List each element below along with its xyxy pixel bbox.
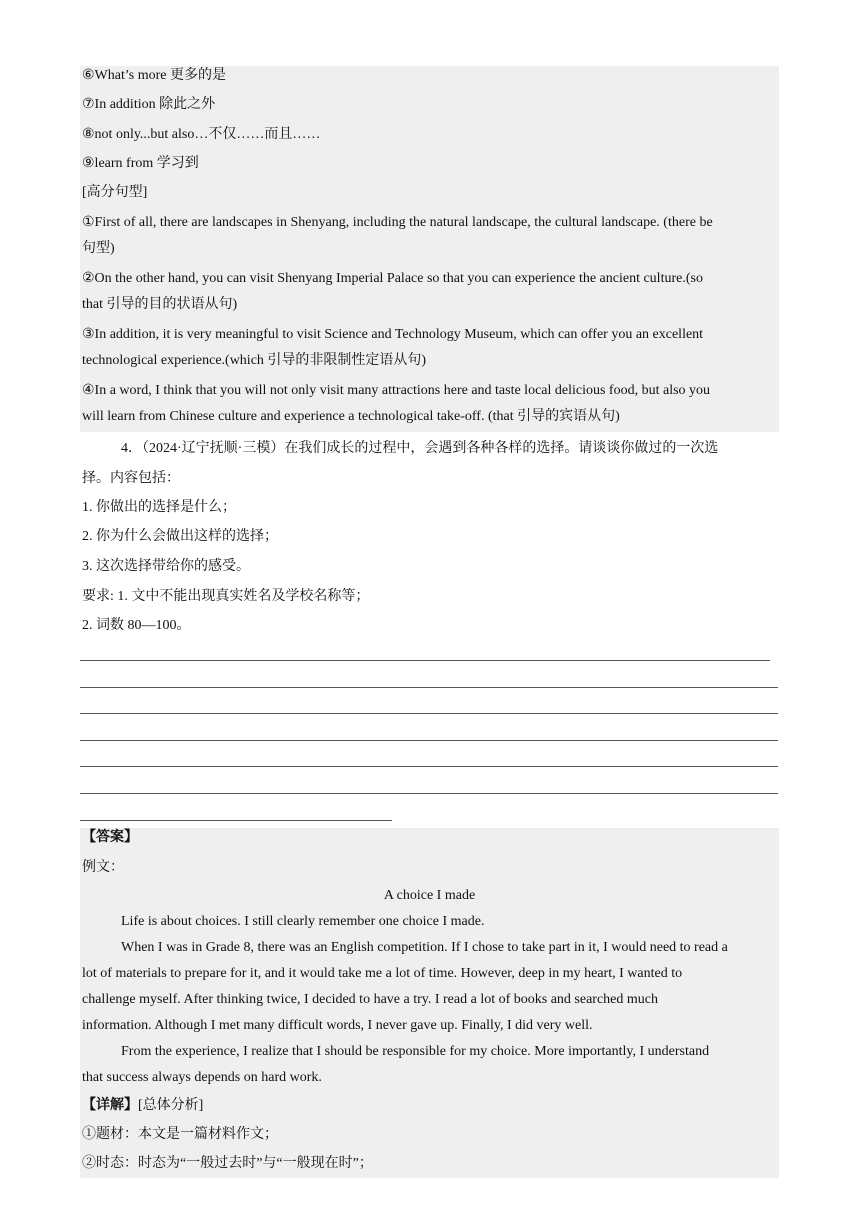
- analysis-item: ①题材：本文是一篇材料作文；: [82, 1127, 278, 1142]
- sentence-line: ④In a word, I think that you will not only visit many attractions here and taste local delicious food, but also you: [82, 383, 711, 398]
- essay-line: lot of materials to prepare for it, and it would take me a lot of time. However, deep in my heart, I wanted to: [82, 966, 683, 981]
- writing-line: [80, 820, 392, 821]
- phrase-item: ⑨learn from 学习到: [82, 156, 199, 171]
- question-item: 2. 词数 80—100。: [82, 618, 191, 633]
- sentence-line: will learn from Chinese culture and experience a technological take-off. (that 引导的宾语从句): [82, 409, 620, 424]
- phrase-section-bg: [80, 66, 779, 432]
- phrase-item: ⑥What’s more 更多的是: [82, 68, 226, 83]
- writing-line: [80, 793, 778, 794]
- question-item: 2. 你为什么会做出这样的选择；: [82, 529, 278, 544]
- writing-line: [80, 740, 778, 741]
- essay-title: A choice I made: [383, 888, 476, 903]
- analysis-subheading: [总体分析]: [138, 1098, 204, 1113]
- analysis-label: 【详解】: [82, 1098, 138, 1113]
- question-stem: 4．（2024·辽宁抚顺·三模）在我们成长的过程中，会遇到各种各样的选择。请谈谈你做过的一次选: [121, 441, 719, 456]
- essay-line: challenge myself. After thinking twice, I decided to have a try. I read a lot of books and searched much: [82, 992, 658, 1007]
- analysis-heading: [82, 1097, 203, 1115]
- question-item: 3. 这次选择带给你的感受。: [82, 559, 250, 574]
- essay-paragraph: Life is about choices. I still clearly remember one choice I made.: [121, 914, 485, 929]
- phrase-item: ⑧not only...but also…不仅……而且……: [82, 127, 321, 142]
- question-item: 要求: 1. 文中不能出现真实姓名及学校名称等；: [82, 589, 370, 604]
- sentence-line: 句型): [82, 241, 115, 256]
- sentence-heading: [高分句型]: [82, 185, 148, 200]
- sentence-line: ①First of all, there are landscapes in Shenyang, including the natural landscape, the cultural landscape. (there be: [82, 215, 713, 230]
- question-stem-cont: 择。内容包括：: [82, 471, 180, 486]
- essay-paragraph: When I was in Grade 8, there was an English competition. If I chose to take part in it, I would need to read a: [121, 940, 728, 955]
- writing-line: [80, 687, 778, 688]
- sample-label: 例文：: [82, 860, 124, 875]
- sentence-line: ②On the other hand, you can visit Shenyang Imperial Palace so that you can experience the ancient culture.(so: [82, 271, 703, 286]
- phrase-item: ⑦In addition 除此之外: [82, 97, 216, 112]
- sentence-line: that 引导的目的状语从句): [82, 297, 238, 312]
- sentence-line: ③In addition, it is very meaningful to visit Science and Technology Museum, which can offer you an excellent: [82, 327, 704, 342]
- writing-line: [80, 766, 778, 767]
- sentence-line: technological experience.(which 引导的非限制性定语从句): [82, 353, 427, 368]
- writing-line: [80, 660, 770, 661]
- answer-label: 【答案】: [82, 830, 138, 845]
- question-item: 1. 你做出的选择是什么；: [82, 500, 236, 515]
- essay-line: that success always depends on hard work.: [82, 1070, 322, 1085]
- analysis-item: ②时态：时态为“一般过去时”与“一般现在时”；: [82, 1156, 373, 1171]
- writing-line: [80, 713, 778, 714]
- essay-line: information. Although I met many difficult words, I never gave up. Finally, I did very well.: [82, 1018, 593, 1033]
- essay-paragraph: From the experience, I realize that I should be responsible for my choice. More importantly, I understand: [121, 1044, 710, 1059]
